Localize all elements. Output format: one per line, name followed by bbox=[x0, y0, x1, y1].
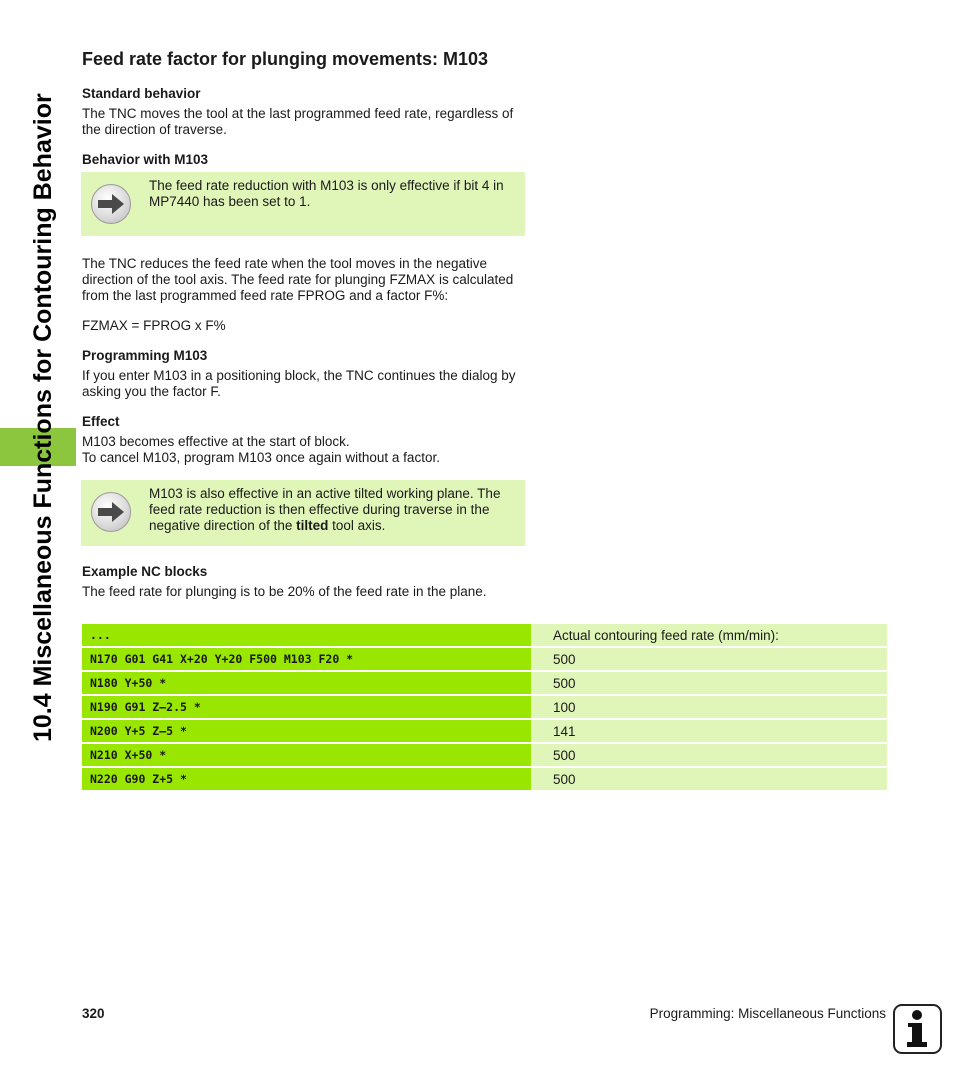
table-row bbox=[82, 648, 887, 670]
table-row bbox=[82, 768, 887, 790]
table-row bbox=[82, 744, 887, 766]
table-row bbox=[82, 672, 887, 694]
table-row bbox=[82, 720, 887, 742]
nc-blocks-table bbox=[82, 622, 887, 792]
standard-behavior-text: The TNC moves the tool at the last programmed feed rate, regardless of the direction of traverse. bbox=[82, 106, 514, 137]
nc-code-cell: ... bbox=[82, 624, 531, 646]
programming-heading: Programming M103 bbox=[82, 348, 208, 363]
nc-code-cell: N210 X+50 * bbox=[82, 744, 531, 766]
nc-code-cell: N190 G91 Z–2.5 * bbox=[82, 696, 531, 718]
feed-rate-cell: 500 bbox=[531, 744, 887, 766]
example-text: The feed rate for plunging is to be 20% of the feed rate in the plane. bbox=[82, 584, 487, 599]
programming-text: If you enter M103 in a positioning block, the TNC continues the dialog by asking you the factor F. bbox=[82, 368, 516, 399]
note-1-text: The feed rate reduction with M103 is only effective if bit 4 in MP7440 has been set to 1. bbox=[149, 178, 504, 209]
feed-rate-cell: 500 bbox=[531, 648, 887, 670]
arrow-right-icon bbox=[91, 492, 131, 532]
info-icon bbox=[893, 1004, 942, 1054]
note-2-text-a: M103 is also effective in an active tilted working plane. The feed rate reduction is then effective during traverse in the negative direction of the bbox=[149, 486, 501, 533]
main-content bbox=[82, 48, 527, 614]
effect-line-1: M103 becomes effective at the start of block. bbox=[82, 434, 350, 449]
note-box-1 bbox=[81, 172, 525, 236]
side-chapter-title bbox=[24, 42, 64, 742]
effect-heading: Effect bbox=[82, 414, 120, 429]
page-number: 320 bbox=[82, 1006, 105, 1021]
nc-code-cell: N180 Y+50 * bbox=[82, 672, 531, 694]
note-box-2 bbox=[81, 480, 525, 546]
behavior-m103-heading: Behavior with M103 bbox=[82, 152, 209, 167]
nc-code-cell: N200 Y+5 Z–5 * bbox=[82, 720, 531, 742]
table-row bbox=[82, 624, 887, 646]
note-2-text-bold: tilted bbox=[296, 518, 329, 533]
nc-code-cell: N170 G01 G41 X+20 Y+20 F500 M103 F20 * bbox=[82, 648, 531, 670]
formula: FZMAX = FPROG x F% bbox=[82, 318, 226, 333]
feed-rate-cell: 500 bbox=[531, 672, 887, 694]
behavior-text: The TNC reduces the feed rate when the tool moves in the negative direction of the tool axis. The feed rate for plunging FZMAX is calculated from the last programmed feed rate FPROG and a factor F%: bbox=[82, 256, 514, 303]
table-row bbox=[82, 696, 887, 718]
side-chapter-title-text: 10.4 Miscellaneous Functions for Contouring Behavior bbox=[29, 93, 57, 742]
feed-rate-cell: Actual contouring feed rate (mm/min): bbox=[531, 624, 887, 646]
note-2-text-b: tool axis. bbox=[328, 518, 386, 533]
note-2-text bbox=[149, 486, 515, 534]
feed-rate-cell: 500 bbox=[531, 768, 887, 790]
feed-rate-cell: 141 bbox=[531, 720, 887, 742]
standard-behavior-heading: Standard behavior bbox=[82, 86, 201, 101]
feed-rate-cell: 100 bbox=[531, 696, 887, 718]
effect-line-2: To cancel M103, program M103 once again without a factor. bbox=[82, 450, 440, 465]
effect-text bbox=[82, 434, 527, 466]
footer-chapter: Programming: Miscellaneous Functions bbox=[649, 1006, 886, 1021]
arrow-right-icon bbox=[91, 184, 131, 224]
nc-code-cell: N220 G90 Z+5 * bbox=[82, 768, 531, 790]
example-heading: Example NC blocks bbox=[82, 564, 208, 579]
page-title: Feed rate factor for plunging movements: M103 bbox=[82, 49, 489, 69]
